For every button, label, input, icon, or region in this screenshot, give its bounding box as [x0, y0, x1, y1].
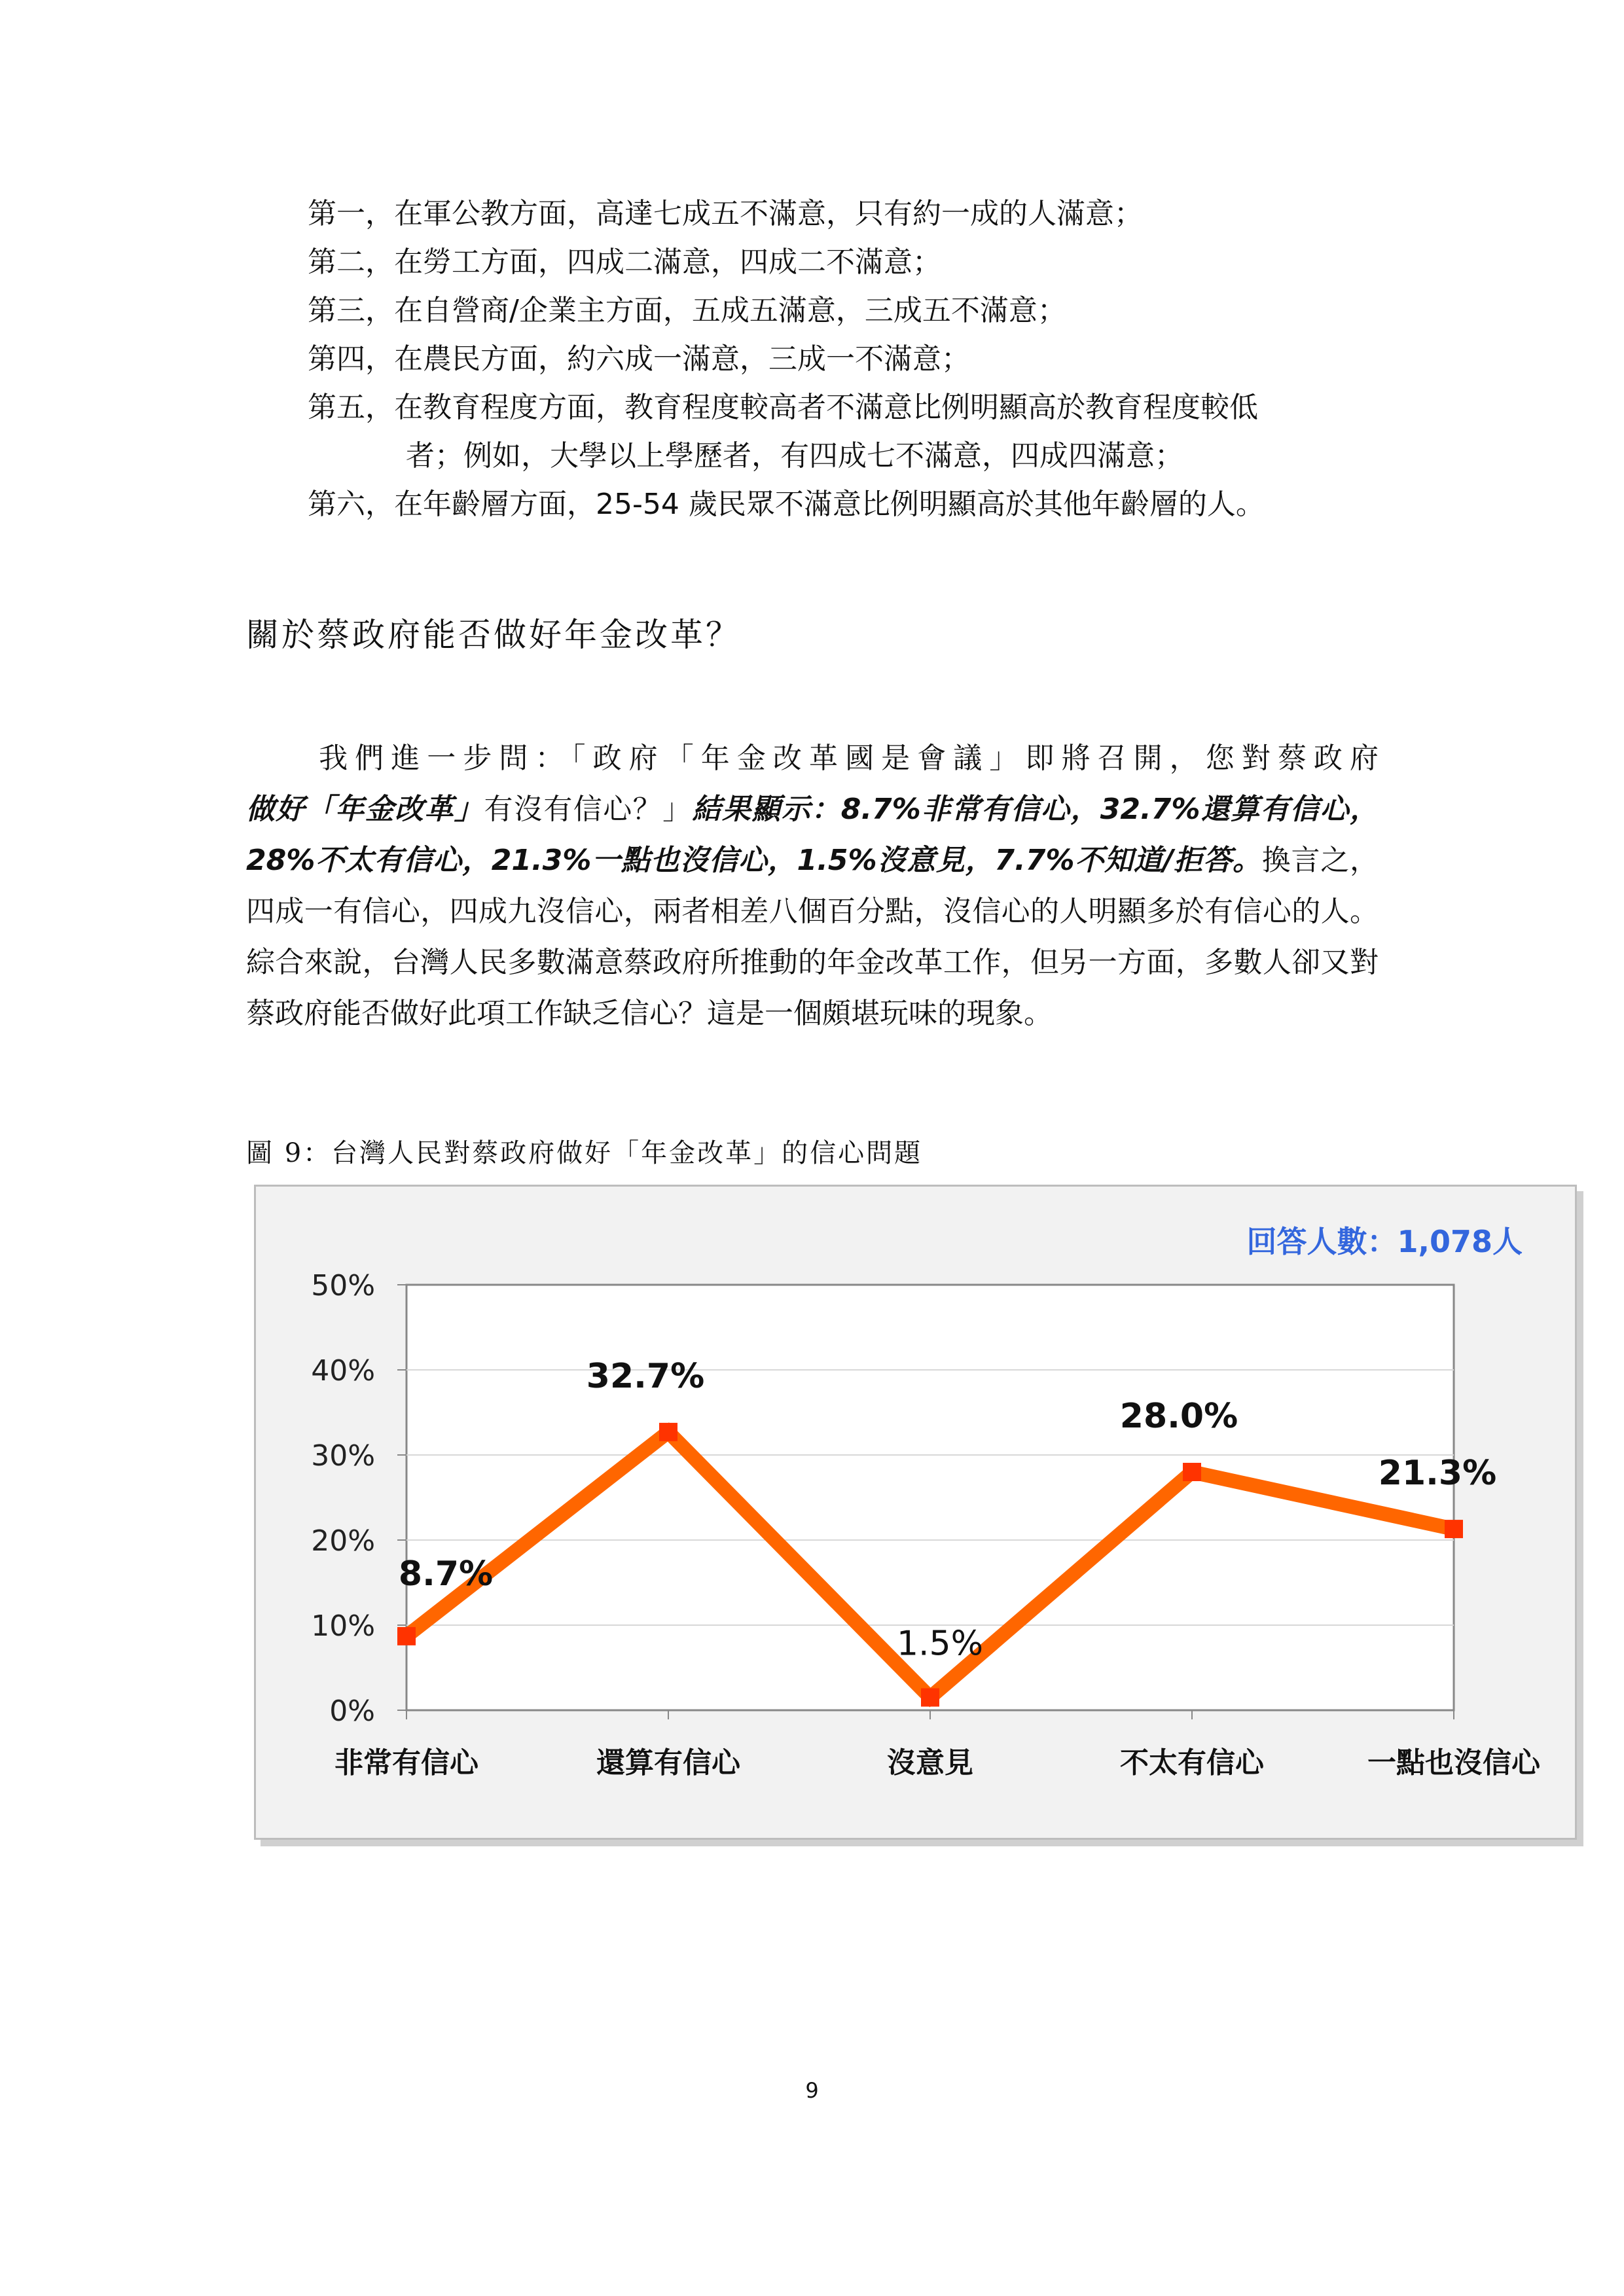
list-item [308, 238, 1394, 287]
list-item-text: 在農民方面，約六成一滿意，三成一不滿意； [394, 342, 970, 376]
figure-caption: 圖 9：台灣人民對蔡政府做好「年金改革」的信心問題 [246, 1138, 923, 1168]
x-tick-label: 一點也沒信心 [1367, 1746, 1540, 1780]
y-tick-label: 30% [311, 1439, 375, 1473]
data-point [921, 1689, 939, 1707]
x-tick-label: 還算有信心 [596, 1746, 740, 1780]
section-heading: 關於蔡政府能否做好年金改革？ [246, 616, 741, 654]
list-item-lead: 第六， [308, 488, 394, 521]
list-item-text: 在勞工方面，四成二滿意，四成二不滿意； [394, 245, 941, 279]
chart-svg [256, 1187, 1575, 1838]
list-item-cont-text: 者；例如，大學以上學歷者，有四成七不滿意，四成四滿意； [406, 439, 1183, 473]
list-item [308, 384, 1394, 432]
para-text: 換言之，四成一有信心，四成九沒信心，兩者相差八個百分點，沒信心的人明顯多於有信心的人。綜合來說，台灣人民多數滿意蔡政府所推動的年金改革工作，但另一方面，多數人卻又對蔡政府能否做好此項工作缺乏信心？這是一個頗堪玩味的現象。 [246, 844, 1379, 1030]
data-label: 32.7% [586, 1356, 705, 1396]
data-point [659, 1423, 677, 1441]
list-item-continuation [308, 432, 1394, 480]
list-item [308, 480, 1394, 529]
x-tick-label: 沒意見 [887, 1746, 973, 1780]
list-item [308, 335, 1394, 384]
data-point [397, 1627, 416, 1645]
list-item-text: 在軍公教方面，高達七成五不滿意，只有約一成的人滿意； [394, 197, 1143, 230]
list-item-lead: 第四， [308, 342, 394, 376]
findings-list [308, 190, 1394, 529]
data-point [1445, 1520, 1463, 1538]
x-tick-label: 非常有信心 [334, 1746, 478, 1780]
list-item-lead: 第二， [308, 245, 394, 279]
para-emphasis: 做好「年金改革」 [246, 793, 484, 826]
y-tick-label: 40% [311, 1354, 375, 1388]
para-emphasis-results: 結果顯示：8.7%非常有信心，32.7%還算有信心，28%不太有信心，21.3%一點也沒信心，1.5%沒意見，7.7%不知道/拒答。 [246, 793, 1379, 877]
data-label: 28.0% [1119, 1397, 1238, 1436]
data-label: 21.3% [1378, 1454, 1497, 1494]
list-item-text: 在教育程度方面，教育程度較高者不滿意比例明顯高於教育程度較低 [394, 391, 1258, 424]
data-label: 1.5% [896, 1624, 984, 1664]
para-text: 有沒有信心？」 [484, 793, 693, 826]
list-item [308, 190, 1394, 238]
line-chart [254, 1185, 1577, 1840]
list-item-lead: 第三， [308, 294, 394, 327]
page-number: 9 [805, 2078, 819, 2103]
y-tick-label: 0% [329, 1695, 375, 1728]
x-tick-label: 不太有信心 [1120, 1746, 1264, 1780]
data-point [1183, 1463, 1201, 1481]
data-label: 8.7% [398, 1554, 494, 1594]
list-item [308, 287, 1394, 335]
list-item-lead: 第一， [308, 197, 394, 230]
y-tick-label: 20% [311, 1524, 375, 1558]
y-tick-label: 10% [311, 1609, 375, 1643]
paragraph-confidence [246, 733, 1379, 1039]
list-item-text: 在年齡層方面，25-54 歲民眾不滿意比例明顯高於其他年齡層的人。 [394, 488, 1265, 521]
list-item-lead: 第五， [308, 391, 394, 424]
list-item-text: 在自營商/企業主方面，五成五滿意，三成五不滿意； [394, 294, 1066, 327]
para-text: 我們進一步問：「政府「年金改革國是會議」即將召開，您對蔡政府 [312, 742, 1379, 775]
y-tick-label: 50% [311, 1269, 375, 1302]
respondent-count-note: 回答人數：1,078人 [1246, 1224, 1523, 1259]
